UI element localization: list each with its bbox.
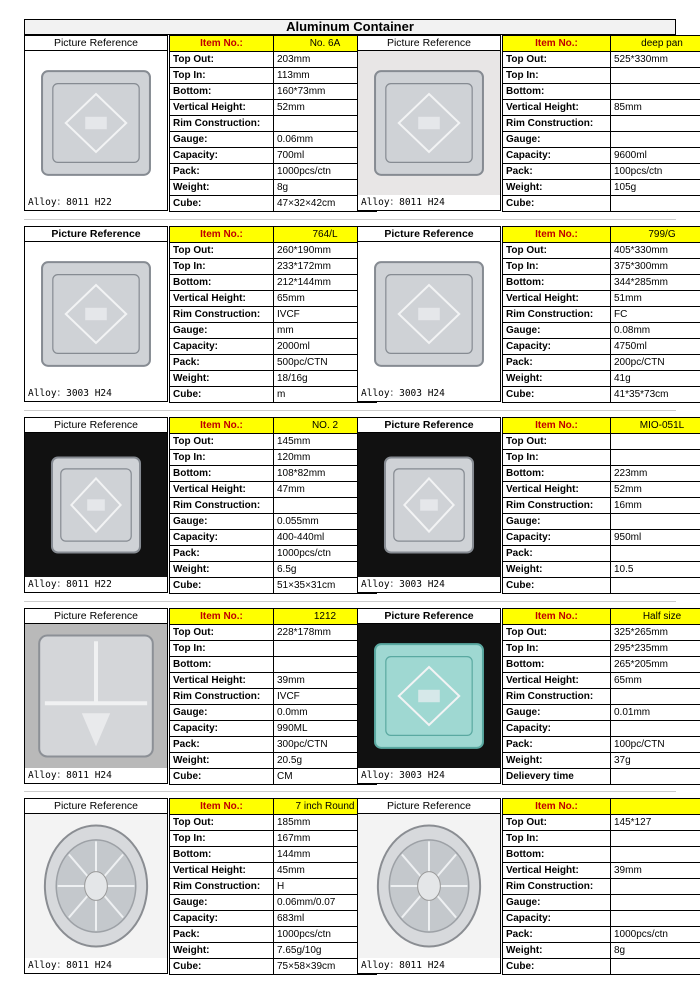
spec-label: Pack: (170, 737, 274, 753)
spec-label: Rim Construction: (503, 879, 611, 895)
spec-label: Top In: (170, 831, 274, 847)
spec-table (169, 226, 377, 403)
spec-label: Gauge: (503, 132, 611, 148)
spec-value (611, 132, 700, 148)
spec-value (611, 546, 700, 562)
spec-table (502, 35, 700, 212)
product-photo (24, 242, 168, 386)
spec-label: Pack: (503, 355, 611, 371)
spec-label: Gauge: (503, 323, 611, 339)
spec-label: Vertical Height: (170, 482, 274, 498)
spec-label: Top In: (170, 450, 274, 466)
item-no-value (611, 799, 700, 815)
foil-tray-rect-icon (25, 182, 167, 195)
alloy-label: Alloy：3003 H24 (24, 386, 168, 402)
spec-value (611, 895, 700, 911)
spec-label: Rim Construction: (170, 116, 274, 132)
spec-value: 41g (611, 371, 700, 387)
spec-value: m (274, 387, 377, 403)
spec-label: Gauge: (503, 514, 611, 530)
spec-value: 37g (611, 753, 700, 769)
spec-value: 0.055mm (274, 514, 377, 530)
spec-value: 260*190mm (274, 243, 377, 259)
spec-value (611, 196, 700, 212)
row-separator (24, 219, 676, 220)
spec-label: Cube: (503, 578, 611, 594)
spec-label: Rim Construction: (503, 498, 611, 514)
spec-label: Bottom: (170, 84, 274, 100)
item-no-label: Item No.: (170, 799, 274, 815)
row-separator (24, 410, 676, 411)
spec-value: 8g (274, 180, 377, 196)
spec-value: 52mm (611, 482, 700, 498)
spec-label: Top Out: (170, 815, 274, 831)
spec-value: FC (611, 307, 700, 323)
spec-label: Capacity: (170, 339, 274, 355)
product-block (24, 608, 168, 784)
spec-value: 45mm (274, 863, 377, 879)
spec-label: Top Out: (170, 243, 274, 259)
spec-value: 200pc/CTN (611, 355, 700, 371)
spec-label: Capacity: (503, 530, 611, 546)
spec-value: 16mm (611, 498, 700, 514)
spec-label: Top In: (503, 831, 611, 847)
spec-label: Top Out: (503, 815, 611, 831)
item-no-label: Item No.: (170, 418, 274, 434)
spec-value: 295*235mm (611, 641, 700, 657)
spec-value: 203mm (274, 52, 377, 68)
spec-label: Top Out: (503, 434, 611, 450)
spec-label: Top Out: (170, 625, 274, 641)
spec-value: 18/16g (274, 371, 377, 387)
item-no-label: Item No.: (503, 227, 611, 243)
spec-value: 1000pcs/ctn (274, 164, 377, 180)
alloy-label: Alloy：3003 H24 (357, 768, 501, 784)
spec-value: 7.65g/10g (274, 943, 377, 959)
item-no-label: Item No.: (503, 36, 611, 52)
spec-label: Top Out: (503, 52, 611, 68)
spec-label: Pack: (503, 164, 611, 180)
product-photo (357, 242, 501, 386)
spec-label: Capacity: (170, 530, 274, 546)
spec-value: 223mm (611, 466, 700, 482)
spec-label: Vertical Height: (503, 100, 611, 116)
spec-label: Gauge: (503, 705, 611, 721)
spec-label: Weight: (503, 180, 611, 196)
spec-value: 228*178mm (274, 625, 377, 641)
row-separator (24, 601, 676, 602)
spec-label: Cube: (503, 196, 611, 212)
spec-label: Weight: (503, 371, 611, 387)
spec-value (611, 689, 700, 705)
spec-value: 39mm (611, 863, 700, 879)
spec-label: Cube: (503, 959, 611, 975)
spec-value: 85mm (611, 100, 700, 116)
spec-value (611, 721, 700, 737)
product-photo (24, 433, 168, 577)
spec-label: Cube: (170, 769, 274, 785)
spec-value: 265*205mm (611, 657, 700, 673)
spec-value: 344*285mm (611, 275, 700, 291)
spec-label: Capacity: (503, 339, 611, 355)
spec-label: Capacity: (170, 721, 274, 737)
spec-label: Bottom: (170, 847, 274, 863)
product-photo (24, 624, 168, 768)
spec-value: 325*265mm (611, 625, 700, 641)
product-photo (357, 433, 501, 577)
spec-value (611, 879, 700, 895)
spec-label: Top In: (503, 450, 611, 466)
spec-value: 683ml (274, 911, 377, 927)
foil-tray-rect-icon (25, 373, 167, 386)
spec-label: Bottom: (503, 657, 611, 673)
picture-reference-header: Picture Reference (357, 608, 501, 624)
spec-value: 105g (611, 180, 700, 196)
spec-label: Capacity: (170, 911, 274, 927)
foil-tray-round-icon (358, 945, 500, 958)
item-no-label: Item No.: (170, 609, 274, 625)
spec-value (611, 831, 700, 847)
spec-label: Vertical Height: (503, 291, 611, 307)
product-photo (24, 814, 168, 958)
spec-value: 700ml (274, 148, 377, 164)
spec-value: 405*330mm (611, 243, 700, 259)
item-no-value: No. 6A (274, 36, 377, 52)
spec-label: Pack: (503, 927, 611, 943)
spec-label: Gauge: (170, 132, 274, 148)
alloy-label: Alloy：3003 H24 (357, 386, 501, 402)
spec-label: Rim Construction: (503, 689, 611, 705)
item-no-value: MIO-051L (611, 418, 700, 434)
spec-label: Pack: (170, 546, 274, 562)
spec-value: H (274, 879, 377, 895)
picture-reference-header: Picture Reference (24, 35, 168, 51)
spec-label: Top Out: (503, 243, 611, 259)
spec-label: Top Out: (170, 434, 274, 450)
spec-value: 0.01mm (611, 705, 700, 721)
spec-value: 9600ml (611, 148, 700, 164)
item-no-value: NO. 2 (274, 418, 377, 434)
spec-label: Pack: (503, 737, 611, 753)
spec-value: 1000pcs/ctn (274, 546, 377, 562)
foil-tray-round-icon (25, 945, 167, 958)
spec-label: Gauge: (170, 895, 274, 911)
spec-label: Weight: (503, 943, 611, 959)
item-no-label: Item No.: (170, 227, 274, 243)
spec-label: Top In: (170, 68, 274, 84)
page-title: Aluminum Container (24, 19, 676, 35)
spec-label: Vertical Height: (170, 291, 274, 307)
spec-label: Rim Construction: (170, 879, 274, 895)
spec-value (611, 84, 700, 100)
spec-label: Capacity: (503, 148, 611, 164)
spec-label: Gauge: (170, 323, 274, 339)
spec-value: 0.06mm (274, 132, 377, 148)
spec-value: 6.5g (274, 562, 377, 578)
spec-value: IVCF (274, 307, 377, 323)
item-no-value: deep pan (611, 36, 700, 52)
spec-label: Gauge: (170, 514, 274, 530)
spec-label: Pack: (170, 927, 274, 943)
spec-value: 0.0mm (274, 705, 377, 721)
spec-value: 0.08mm (611, 323, 700, 339)
spec-table (169, 608, 377, 785)
spec-label: Vertical Height: (170, 100, 274, 116)
alloy-label: Alloy：8011 H24 (24, 768, 168, 784)
spec-label: Bottom: (503, 847, 611, 863)
product-block (357, 35, 501, 211)
item-no-value: Half size (611, 609, 700, 625)
item-no-label: Item No.: (503, 418, 611, 434)
spec-value: 10.5 (611, 562, 700, 578)
spec-value: IVCF (274, 689, 377, 705)
product-block (357, 798, 501, 974)
spec-value (611, 959, 700, 975)
spec-label: Capacity: (503, 721, 611, 737)
picture-reference-header: Picture Reference (357, 226, 501, 242)
spec-value: 100pc/CTN (611, 737, 700, 753)
spec-label: Pack: (170, 164, 274, 180)
spec-value: 167mm (274, 831, 377, 847)
spec-value: 400-440ml (274, 530, 377, 546)
spec-label: Top In: (170, 259, 274, 275)
product-block (357, 226, 501, 402)
item-no-value: 7 inch Round (274, 799, 377, 815)
spec-label: Top In: (170, 641, 274, 657)
picture-reference-header: Picture Reference (24, 226, 168, 242)
spec-table (502, 226, 700, 403)
spec-label: Top Out: (170, 52, 274, 68)
spec-label: Weight: (170, 371, 274, 387)
alloy-label: Alloy：3003 H24 (357, 577, 501, 593)
item-no-label: Item No.: (503, 799, 611, 815)
product-block (357, 608, 501, 784)
item-no-value: 799/G (611, 227, 700, 243)
spec-value: 4750ml (611, 339, 700, 355)
spec-value: 113mm (274, 68, 377, 84)
spec-value: 47mm (274, 482, 377, 498)
row-separator (24, 791, 676, 792)
alloy-label: Alloy：8011 H24 (357, 958, 501, 974)
spec-value: CM (274, 769, 377, 785)
spec-label: Bottom: (503, 275, 611, 291)
spec-label: Gauge: (503, 895, 611, 911)
spec-label: Delievery time (503, 769, 611, 785)
product-photo (24, 51, 168, 195)
spec-value (611, 450, 700, 466)
spec-value: 65mm (274, 291, 377, 307)
product-photo (357, 624, 501, 768)
spec-value (611, 116, 700, 132)
spec-value (611, 769, 700, 785)
spec-label: Cube: (170, 959, 274, 975)
spec-value: 212*144mm (274, 275, 377, 291)
spec-label: Pack: (170, 355, 274, 371)
spec-table (502, 417, 700, 594)
spec-label: Capacity: (503, 911, 611, 927)
foil-tray-3comp-icon (25, 755, 167, 768)
spec-value: 41*35*73cm (611, 387, 700, 403)
spec-label: Rim Construction: (503, 116, 611, 132)
spec-label: Gauge: (170, 705, 274, 721)
spec-value: 1000pcs/ctn (274, 927, 377, 943)
spec-value: 108*82mm (274, 466, 377, 482)
spec-value: 39mm (274, 673, 377, 689)
spec-table (502, 798, 700, 975)
spec-value: 2000ml (274, 339, 377, 355)
spec-value: 8g (611, 943, 700, 959)
product-photo (357, 814, 501, 958)
spec-value: 100pcs/ctn (611, 164, 700, 180)
spec-table (169, 35, 377, 212)
spec-value: 950ml (611, 530, 700, 546)
spec-value: 990ML (274, 721, 377, 737)
spec-value: 1000pcs/ctn (611, 927, 700, 943)
spec-value (611, 847, 700, 863)
product-photo (357, 51, 501, 195)
alloy-label: Alloy：8011 H24 (357, 195, 501, 211)
product-block (357, 417, 501, 593)
spec-label: Weight: (170, 180, 274, 196)
spec-label: Vertical Height: (503, 673, 611, 689)
spec-value: 0.06mm/0.07 (274, 895, 377, 911)
spec-label: Top In: (503, 259, 611, 275)
spec-label: Rim Construction: (170, 689, 274, 705)
spec-label: Cube: (170, 196, 274, 212)
spec-value: 233*172mm (274, 259, 377, 275)
spec-value: 145mm (274, 434, 377, 450)
spec-label: Bottom: (170, 657, 274, 673)
spec-value (611, 578, 700, 594)
spec-value: 20.5g (274, 753, 377, 769)
spec-label: Bottom: (503, 466, 611, 482)
foil-tray-half-icon (358, 755, 500, 768)
spec-label: Cube: (170, 387, 274, 403)
picture-reference-header: Picture Reference (24, 798, 168, 814)
item-no-value: 764/L (274, 227, 377, 243)
spec-value (611, 68, 700, 84)
spec-label: Rim Construction: (170, 307, 274, 323)
product-block (24, 226, 168, 402)
spec-label: Weight: (503, 753, 611, 769)
foil-tray-small-icon (358, 564, 500, 577)
spec-label: Vertical Height: (503, 482, 611, 498)
spec-value (611, 434, 700, 450)
spec-label: Rim Construction: (170, 498, 274, 514)
alloy-label: Alloy：8011 H24 (24, 958, 168, 974)
spec-value: 160*73mm (274, 84, 377, 100)
foil-tray-small-icon (25, 564, 167, 577)
spec-label: Vertical Height: (503, 863, 611, 879)
spec-value: 65mm (611, 673, 700, 689)
spec-value: 185mm (274, 815, 377, 831)
spec-label: Weight: (170, 753, 274, 769)
spec-value: 120mm (274, 450, 377, 466)
spec-label: Pack: (503, 546, 611, 562)
picture-reference-header: Picture Reference (24, 608, 168, 624)
spec-table (169, 798, 377, 975)
spec-value (611, 514, 700, 530)
spec-value: 47×32×42cm (274, 196, 377, 212)
spec-label: Top Out: (503, 625, 611, 641)
spec-value: 51mm (611, 291, 700, 307)
picture-reference-header: Picture Reference (357, 798, 501, 814)
product-block (24, 35, 168, 211)
spec-label: Bottom: (170, 466, 274, 482)
picture-reference-header: Picture Reference (357, 35, 501, 51)
spec-value: 145*127 (611, 815, 700, 831)
spec-value: 525*330mm (611, 52, 700, 68)
spec-value: 51×35×31cm (274, 578, 377, 594)
spec-label: Capacity: (170, 148, 274, 164)
spec-label: Cube: (503, 387, 611, 403)
spec-value: mm (274, 323, 377, 339)
foil-tray-deep-icon (358, 182, 500, 195)
picture-reference-header: Picture Reference (24, 417, 168, 433)
spec-value: 300pc/CTN (274, 737, 377, 753)
spec-label: Top In: (503, 641, 611, 657)
spec-value: 144mm (274, 847, 377, 863)
alloy-label: Alloy：8011 H22 (24, 577, 168, 593)
item-no-label: Item No.: (503, 609, 611, 625)
spec-label: Rim Construction: (503, 307, 611, 323)
spec-table (169, 417, 377, 594)
spec-label: Vertical Height: (170, 673, 274, 689)
alloy-label: Alloy：8011 H22 (24, 195, 168, 211)
product-block (24, 798, 168, 974)
spec-label: Cube: (170, 578, 274, 594)
spec-label: Top In: (503, 68, 611, 84)
spec-label: Vertical Height: (170, 863, 274, 879)
spec-label: Weight: (170, 562, 274, 578)
item-no-label: Item No.: (170, 36, 274, 52)
spec-label: Bottom: (170, 275, 274, 291)
item-no-value: 1212 (274, 609, 377, 625)
product-block (24, 417, 168, 593)
spec-value (611, 911, 700, 927)
spec-value: 375*300mm (611, 259, 700, 275)
spec-label: Bottom: (503, 84, 611, 100)
spec-value: 75×58×39cm (274, 959, 377, 975)
picture-reference-header: Picture Reference (357, 417, 501, 433)
spec-label: Weight: (170, 943, 274, 959)
spec-label: Weight: (503, 562, 611, 578)
spec-table (502, 608, 700, 785)
spec-value: 52mm (274, 100, 377, 116)
spec-value: 500pc/CTN (274, 355, 377, 371)
foil-tray-large-icon (358, 373, 500, 386)
